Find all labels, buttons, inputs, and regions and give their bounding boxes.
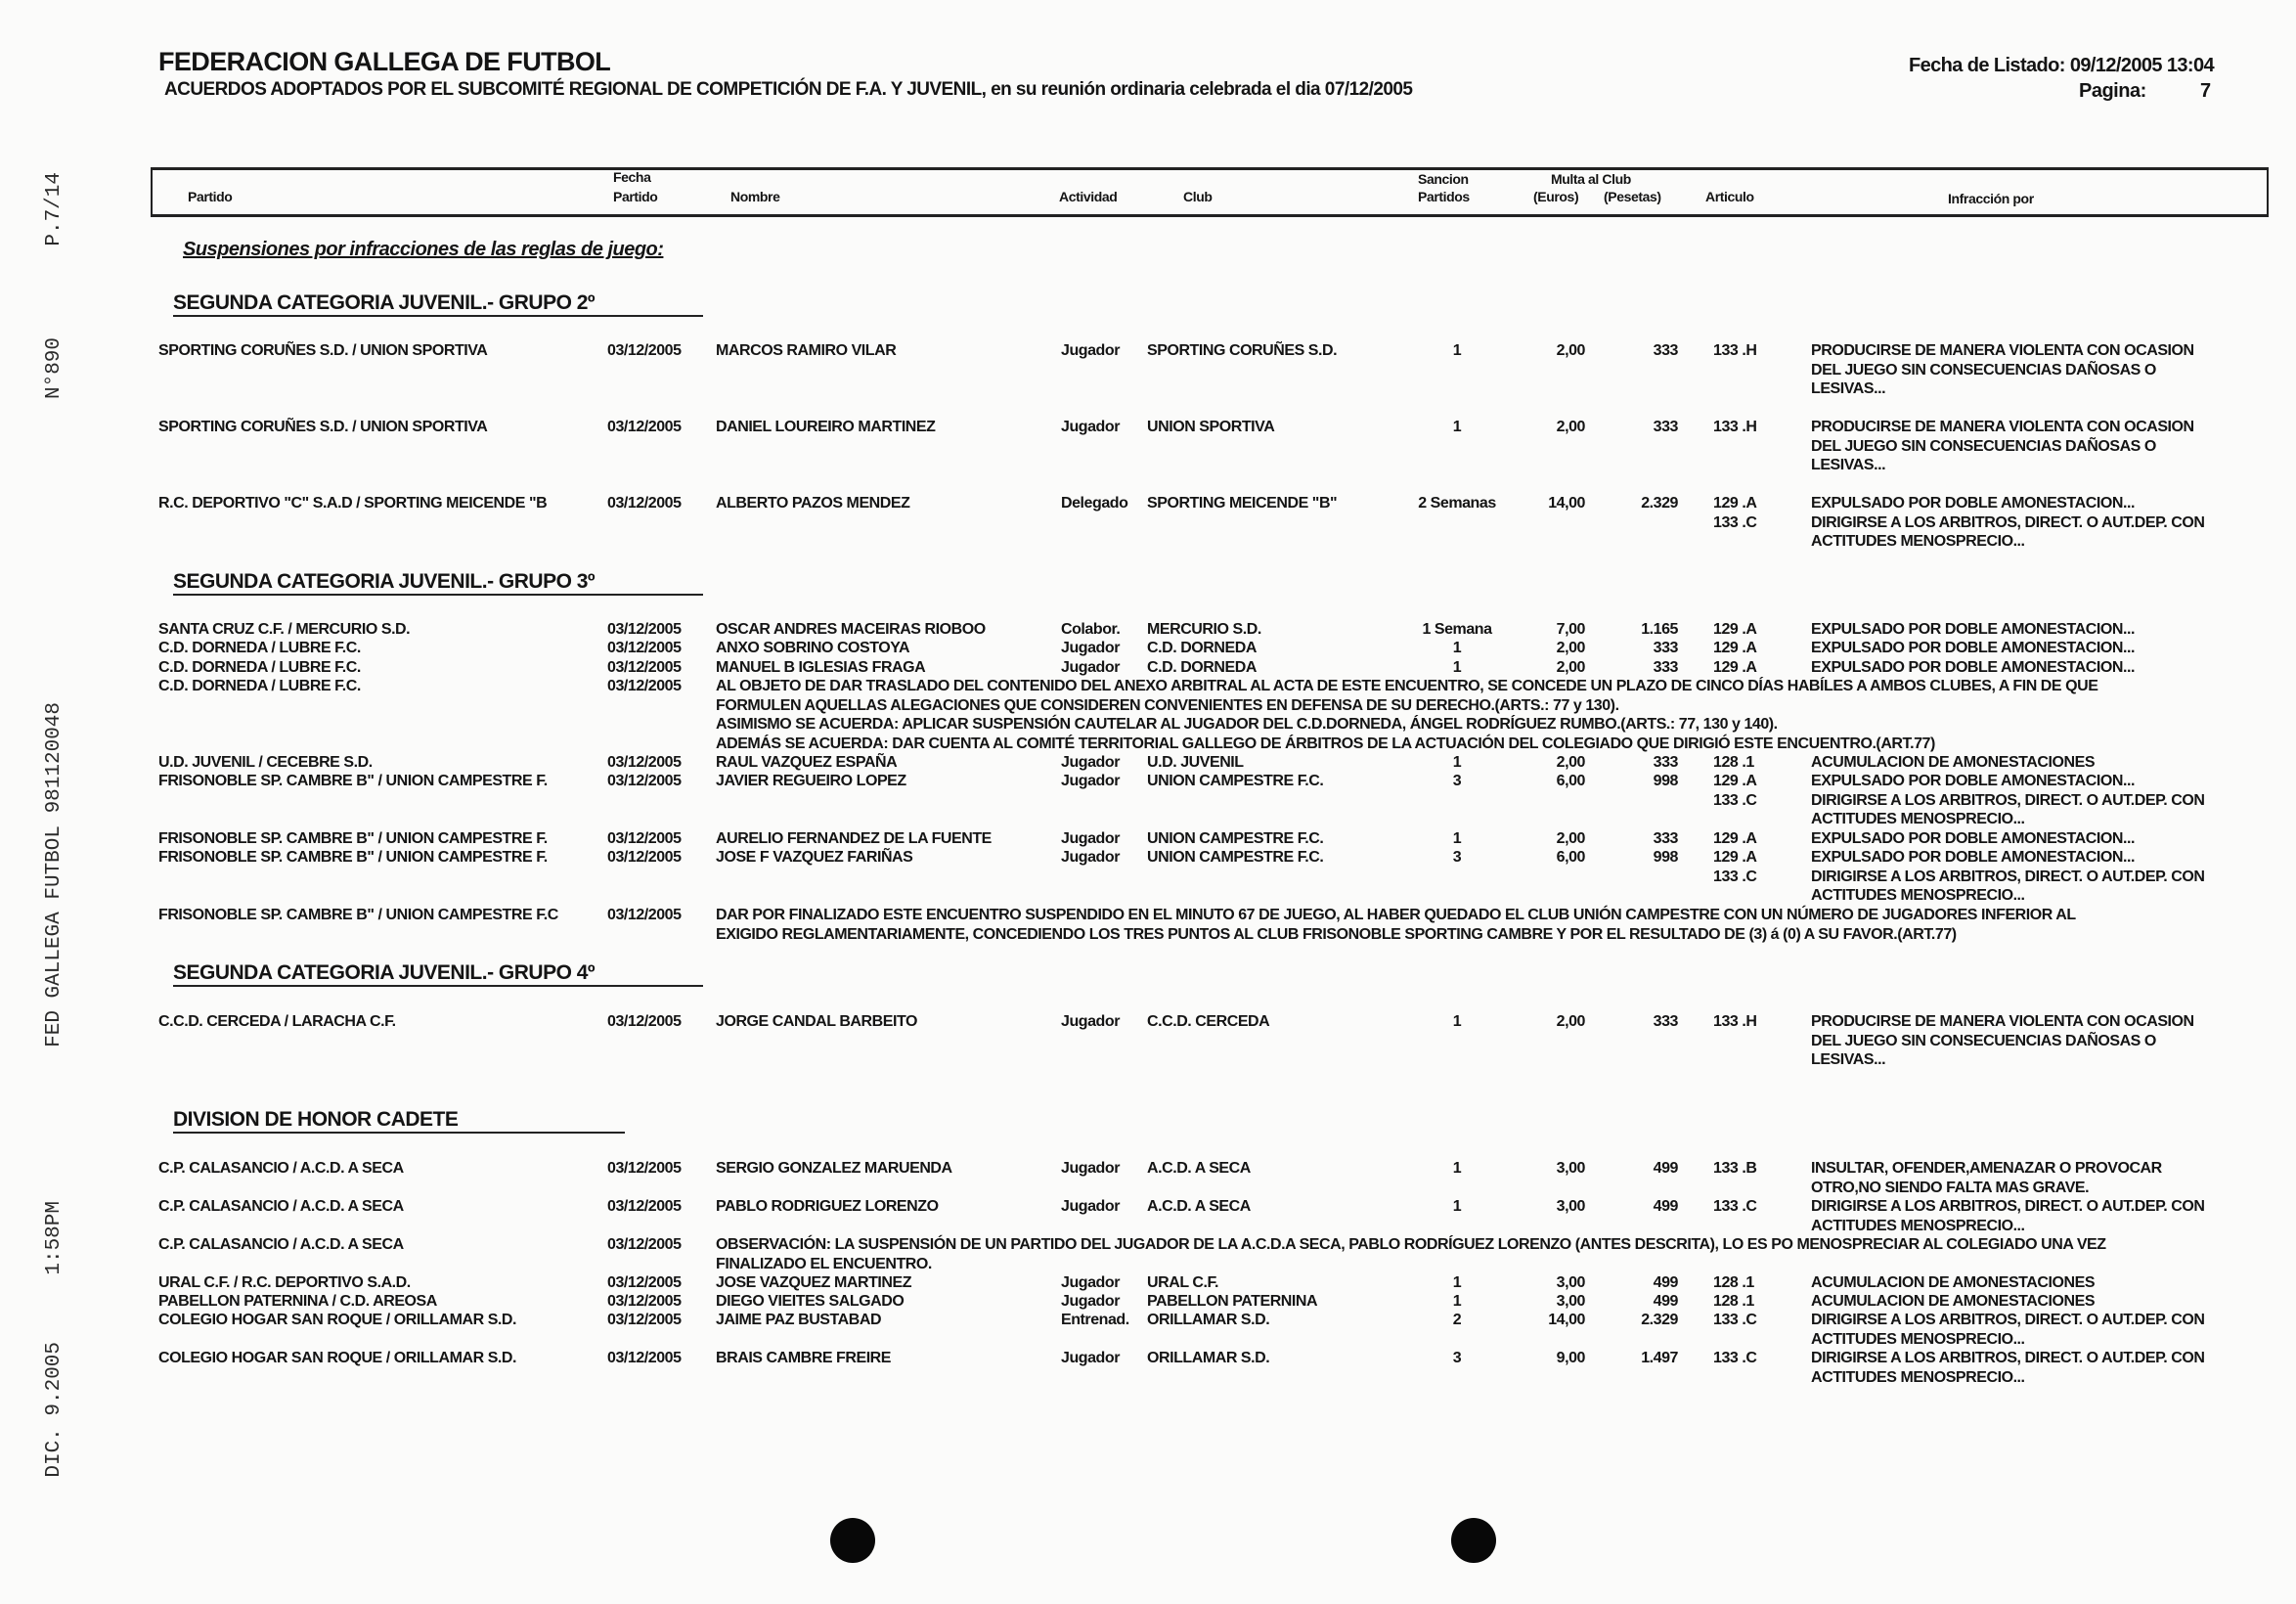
cell-euros: 3,00 <box>1556 1274 1585 1291</box>
group-title: SEGUNDA CATEGORIA JUVENIL.- GRUPO 3º <box>173 570 596 593</box>
cell-articulo-line: 128 .1 <box>1713 1293 1754 1310</box>
cell-pesetas: 499 <box>1653 1274 1678 1291</box>
cell-pesetas: 2.329 <box>1641 1312 1678 1328</box>
cell-nombre: JORGE CANDAL BARBEITO <box>716 1013 917 1030</box>
cell-actividad: Jugador <box>1061 419 1120 435</box>
cell-note-line: ASIMISMO SE ACUERDA: APLICAR SUSPENSIÓN CAUTELAR AL JUGADOR DEL C.D.DORNEDA, ÁNGEL RODRÍGUEZ RUMBO.(ARTS.: 77, 130 y 140). <box>716 716 1778 733</box>
cell-sancion: 1 <box>1452 1198 1462 1215</box>
cell-partido: C.P. CALASANCIO / A.C.D. A SECA <box>158 1198 404 1215</box>
cell-pesetas: 2.329 <box>1641 495 1678 512</box>
cell-pesetas: 1.497 <box>1641 1350 1678 1366</box>
cell-euros: 14,00 <box>1548 495 1585 512</box>
col-fecha-line2: Partido <box>613 189 658 204</box>
cell-actividad: Jugador <box>1061 1160 1120 1177</box>
cell-nombre: SERGIO GONZALEZ MARUENDA <box>716 1160 952 1177</box>
fax-date: DIC. 9.2005 <box>43 1342 66 1478</box>
cell-infraccion-line: DEL JUEGO SIN CONSECUENCIAS DAÑOSAS O <box>1811 361 2156 379</box>
cell-articulo-line: 133 .C <box>1713 868 1757 885</box>
cell-nombre: MARCOS RAMIRO VILAR <box>716 342 897 359</box>
cell-actividad: Jugador <box>1061 1350 1120 1366</box>
cell-euros: 9,00 <box>1556 1350 1585 1366</box>
cell-nombre: JOSE VAZQUEZ MARTINEZ <box>716 1274 912 1291</box>
listing-date <box>1909 55 2214 77</box>
cell-pesetas: 1.165 <box>1641 621 1678 638</box>
page-label: Pagina: <box>2079 80 2146 102</box>
cell-actividad: Jugador <box>1061 773 1120 789</box>
section-heading: Suspensiones por infracciones de las reglas de juego: <box>183 239 664 260</box>
cell-infraccion-line: EXPULSADO POR DOBLE AMONESTACION... <box>1811 621 2135 638</box>
col-pesetas: (Pesetas) <box>1604 189 1661 204</box>
cell-club: PABELLON PATERNINA <box>1147 1293 1318 1310</box>
cell-note-line: AL OBJETO DE DAR TRASLADO DEL CONTENIDO DEL ANEXO ARBITRAL AL ACTA DE ESTE ENCUENTRO, SE CONCEDE UN PLAZO DE CINCO DÍAS HABÍLES A AMBOS CLUBES, A FIN DE QUE <box>716 678 2098 694</box>
cell-infraccion-line: ACTITUDES MENOSPRECIO... <box>1811 1368 2025 1386</box>
cell-euros: 2,00 <box>1556 342 1585 359</box>
cell-club: UNION CAMPESTRE F.C. <box>1147 849 1324 866</box>
cell-fecha: 03/12/2005 <box>607 1160 682 1177</box>
cell-fecha: 03/12/2005 <box>607 773 682 789</box>
group-title-underline <box>173 985 703 987</box>
cell-infraccion-line: LESIVAS... <box>1811 380 1886 397</box>
cell-actividad: Jugador <box>1061 1198 1120 1215</box>
cell-nombre: ANXO SOBRINO COSTOYA <box>716 640 910 656</box>
cell-note-line: EXIGIDO REGLAMENTARIAMENTE, CONCEDIENDO LOS TRES PUNTOS AL CLUB FRISONOBLE SPORTING CAMBRE Y POR EL RESULTADO DE (3) á (0) A SU FAVOR.(ART.77) <box>716 925 1957 943</box>
cell-fecha: 03/12/2005 <box>607 659 682 676</box>
cell-fecha: 03/12/2005 <box>607 678 682 694</box>
cell-club: A.C.D. A SECA <box>1147 1160 1251 1177</box>
col-club: Club <box>1183 189 1213 204</box>
cell-sancion: 1 <box>1452 1293 1462 1310</box>
cell-club: UNION SPORTIVA <box>1147 419 1275 435</box>
cell-club: U.D. JUVENIL <box>1147 754 1244 771</box>
cell-pesetas: 998 <box>1653 773 1678 789</box>
col-actividad: Actividad <box>1059 189 1118 204</box>
cell-note-line: FORMULEN AQUELLAS ALEGACIONES QUE CONSIDEREN CONVENIENTES EN DEFENSA DE SU DERECHO.(ARTS.: 77 y 130). <box>716 696 1619 714</box>
cell-infraccion-line: DIRIGIRSE A LOS ARBITROS, DIRECT. O AUT.DEP. CON <box>1811 1312 2205 1328</box>
cell-note-line: ADEMÁS SE ACUERDA: DAR CUENTA AL COMITÉ TERRITORIAL GALLEGO DE ÁRBITROS DE LA ACTUACIÓN DEL COLEGIADO QUE DIRIGIÓ ESTE ENCUENTRO.(ART.77) <box>716 735 1935 752</box>
cell-club: SPORTING MEICENDE "B" <box>1147 495 1338 512</box>
cell-pesetas: 333 <box>1653 640 1678 656</box>
cell-actividad: Jugador <box>1061 342 1120 359</box>
cell-infraccion-line: INSULTAR, OFENDER,AMENAZAR O PROVOCAR <box>1811 1160 2162 1177</box>
cell-nombre: JOSE F VAZQUEZ FARIÑAS <box>716 849 913 866</box>
cell-nombre: RAUL VAZQUEZ ESPAÑA <box>716 754 898 771</box>
group-title: DIVISION DE HONOR CADETE <box>173 1108 459 1131</box>
cell-euros: 14,00 <box>1548 1312 1585 1328</box>
cell-euros: 2,00 <box>1556 419 1585 435</box>
cell-articulo-line: 133 .C <box>1713 1350 1757 1366</box>
group-title-underline <box>173 1132 625 1134</box>
fax-page: P.7/14 <box>43 172 66 246</box>
punch-hole-mark <box>1451 1518 1496 1563</box>
group-title-underline <box>173 594 703 596</box>
cell-sancion: 3 <box>1452 773 1462 789</box>
cell-infraccion-line: DIRIGIRSE A LOS ARBITROS, DIRECT. O AUT.DEP. CON <box>1811 868 2205 885</box>
col-nombre: Nombre <box>730 189 780 204</box>
cell-articulo-line: 129 .A <box>1713 849 1757 866</box>
cell-fecha: 03/12/2005 <box>607 1293 682 1310</box>
cell-sancion: 1 <box>1452 830 1462 847</box>
cell-infraccion-line: ACUMULACION DE AMONESTACIONES <box>1811 1293 2096 1310</box>
cell-pesetas: 499 <box>1653 1198 1678 1215</box>
cell-fecha: 03/12/2005 <box>607 1274 682 1291</box>
cell-club: C.D. DORNEDA <box>1147 640 1257 656</box>
col-articulo: Articulo <box>1705 189 1754 204</box>
cell-club: ORILLAMAR S.D. <box>1147 1312 1270 1328</box>
cell-infraccion-line: PRODUCIRSE DE MANERA VIOLENTA CON OCASION <box>1811 1013 2194 1030</box>
cell-infraccion-line: DEL JUEGO SIN CONSECUENCIAS DAÑOSAS O <box>1811 1032 2156 1049</box>
cell-infraccion-line: EXPULSADO POR DOBLE AMONESTACION... <box>1811 830 2135 847</box>
cell-infraccion-line: EXPULSADO POR DOBLE AMONESTACION... <box>1811 495 2135 512</box>
cell-sancion: 1 <box>1452 1013 1462 1030</box>
cell-sancion: 1 <box>1452 640 1462 656</box>
cell-fecha: 03/12/2005 <box>607 1198 682 1215</box>
cell-articulo-line: 133 .C <box>1713 1198 1757 1215</box>
cell-articulo-line: 129 .A <box>1713 621 1757 638</box>
cell-club: MERCURIO S.D. <box>1147 621 1261 638</box>
cell-partido: URAL C.F. / R.C. DEPORTIVO S.A.D. <box>158 1274 411 1291</box>
cell-nombre: JAIME PAZ BUSTABAD <box>716 1312 882 1328</box>
cell-club: A.C.D. A SECA <box>1147 1198 1251 1215</box>
cell-infraccion-line: ACTITUDES MENOSPRECIO... <box>1811 1217 2025 1234</box>
cell-articulo-line: 133 .C <box>1713 791 1757 809</box>
cell-infraccion-line: DEL JUEGO SIN CONSECUENCIAS DAÑOSAS O <box>1811 437 2156 455</box>
page-number: 7 <box>2200 80 2212 102</box>
cell-infraccion-line: DIRIGIRSE A LOS ARBITROS, DIRECT. O AUT.DEP. CON <box>1811 1198 2205 1215</box>
cell-pesetas: 333 <box>1653 659 1678 676</box>
cell-pesetas: 499 <box>1653 1293 1678 1310</box>
cell-articulo-line: 129 .A <box>1713 773 1757 789</box>
cell-fecha: 03/12/2005 <box>607 342 682 359</box>
cell-articulo-line: 133 .B <box>1713 1160 1757 1177</box>
cell-nombre: DANIEL LOUREIRO MARTINEZ <box>716 419 936 435</box>
group-title-underline <box>173 315 703 317</box>
cell-note-line: OBSERVACIÓN: LA SUSPENSIÓN DE UN PARTIDO DEL JUGADOR DE LA A.C.D.A SECA, PABLO RODRÍGUEZ LORENZO (ANTES DESCRITA), LO ES PO MENOSPRECIAR AL COLEGIADO UNA VEZ <box>716 1236 2106 1253</box>
listing-date-label: Fecha de Listado: <box>1909 55 2065 76</box>
group-title: SEGUNDA CATEGORIA JUVENIL.- GRUPO 2º <box>173 291 596 314</box>
cell-partido: C.D. DORNEDA / LUBRE F.C. <box>158 659 361 676</box>
cell-euros: 7,00 <box>1556 621 1585 638</box>
cell-fecha: 03/12/2005 <box>607 849 682 866</box>
cell-sancion: 1 <box>1452 754 1462 771</box>
cell-infraccion-line: EXPULSADO POR DOBLE AMONESTACION... <box>1811 849 2135 866</box>
cell-sancion: 1 Semana <box>1422 621 1492 638</box>
cell-fecha: 03/12/2005 <box>607 495 682 512</box>
cell-articulo-line: 129 .A <box>1713 659 1757 676</box>
cell-partido: FRISONOBLE SP. CAMBRE B" / UNION CAMPESTRE F. <box>158 830 548 847</box>
cell-pesetas: 333 <box>1653 342 1678 359</box>
cell-euros: 6,00 <box>1556 773 1585 789</box>
cell-euros: 2,00 <box>1556 640 1585 656</box>
cell-infraccion-line: EXPULSADO POR DOBLE AMONESTACION... <box>1811 659 2135 676</box>
cell-infraccion-line: PRODUCIRSE DE MANERA VIOLENTA CON OCASION <box>1811 419 2194 435</box>
group-title: SEGUNDA CATEGORIA JUVENIL.- GRUPO 4º <box>173 961 596 984</box>
cell-club: SPORTING CORUÑES S.D. <box>1147 342 1338 359</box>
cell-pesetas: 998 <box>1653 849 1678 866</box>
cell-euros: 2,00 <box>1556 754 1585 771</box>
fax-time: 1:58PM <box>43 1201 66 1275</box>
cell-club: URAL C.F. <box>1147 1274 1218 1291</box>
cell-articulo-line: 129 .A <box>1713 640 1757 656</box>
col-sancion-line1: Sancion <box>1418 171 1469 187</box>
cell-sancion: 1 <box>1452 342 1462 359</box>
cell-infraccion-line: ACTITUDES MENOSPRECIO... <box>1811 887 2025 904</box>
cell-sancion: 2 Semanas <box>1418 495 1496 512</box>
cell-sancion: 1 <box>1452 1160 1462 1177</box>
cell-pesetas: 333 <box>1653 419 1678 435</box>
cell-euros: 2,00 <box>1556 659 1585 676</box>
cell-actividad: Colabor. <box>1061 621 1121 638</box>
cell-actividad: Jugador <box>1061 849 1120 866</box>
cell-club: UNION CAMPESTRE F.C. <box>1147 830 1324 847</box>
cell-sancion: 1 <box>1452 659 1462 676</box>
cell-infraccion-line: EXPULSADO POR DOBLE AMONESTACION... <box>1811 773 2135 789</box>
cell-articulo-line: 133 .C <box>1713 1312 1757 1328</box>
cell-infraccion-line: OTRO,NO SIENDO FALTA MAS GRAVE. <box>1811 1179 2090 1196</box>
cell-euros: 2,00 <box>1556 830 1585 847</box>
cell-pesetas: 333 <box>1653 754 1678 771</box>
col-infraccion: Infracción por <box>1948 191 2034 206</box>
cell-actividad: Jugador <box>1061 1274 1120 1291</box>
cell-fecha: 03/12/2005 <box>607 1013 682 1030</box>
cell-fecha: 03/12/2005 <box>607 621 682 638</box>
cell-club: UNION CAMPESTRE F.C. <box>1147 773 1324 789</box>
cell-infraccion-line: EXPULSADO POR DOBLE AMONESTACION... <box>1811 640 2135 656</box>
cell-actividad: Jugador <box>1061 1013 1120 1030</box>
cell-partido: C.P. CALASANCIO / A.C.D. A SECA <box>158 1160 404 1177</box>
cell-articulo-line: 133 .C <box>1713 513 1757 531</box>
cell-fecha: 03/12/2005 <box>607 1312 682 1328</box>
cell-euros: 3,00 <box>1556 1293 1585 1310</box>
cell-nombre: BRAIS CAMBRE FREIRE <box>716 1350 892 1366</box>
cell-partido: PABELLON PATERNINA / C.D. AREOSA <box>158 1293 437 1310</box>
cell-articulo-line: 128 .1 <box>1713 754 1754 771</box>
cell-nombre: AURELIO FERNANDEZ DE LA FUENTE <box>716 830 992 847</box>
cell-infraccion-line: DIRIGIRSE A LOS ARBITROS, DIRECT. O AUT.DEP. CON <box>1811 513 2205 531</box>
cell-infraccion-line: ACTITUDES MENOSPRECIO... <box>1811 811 2025 827</box>
cell-articulo-line: 129 .A <box>1713 495 1757 512</box>
cell-euros: 2,00 <box>1556 1013 1585 1030</box>
cell-actividad: Jugador <box>1061 640 1120 656</box>
cell-actividad: Entrenad. <box>1061 1312 1129 1328</box>
col-sancion-line2: Partidos <box>1418 189 1470 204</box>
cell-fecha: 03/12/2005 <box>607 640 682 656</box>
cell-infraccion-line: ACTITUDES MENOSPRECIO... <box>1811 1330 2025 1348</box>
cell-partido: C.P. CALASANCIO / A.C.D. A SECA <box>158 1236 404 1253</box>
cell-club: ORILLAMAR S.D. <box>1147 1350 1270 1366</box>
cell-euros: 3,00 <box>1556 1198 1585 1215</box>
cell-fecha: 03/12/2005 <box>607 830 682 847</box>
cell-club: C.D. DORNEDA <box>1147 659 1257 676</box>
document-subtitle: ACUERDOS ADOPTADOS POR EL SUBCOMITÉ REGIONAL DE COMPETICIÓN DE F.A. Y JUVENIL, en su reunión ordinaria celebrada el dia 07/12/2005 <box>164 79 1413 100</box>
cell-nombre: PABLO RODRIGUEZ LORENZO <box>716 1198 939 1215</box>
fax-number: N°890 <box>43 337 66 400</box>
cell-partido: U.D. JUVENIL / CECEBRE S.D. <box>158 754 373 771</box>
cell-infraccion-line: ACUMULACION DE AMONESTACIONES <box>1811 1274 2096 1291</box>
cell-club: C.C.D. CERCEDA <box>1147 1013 1270 1030</box>
cell-actividad: Jugador <box>1061 1293 1120 1310</box>
cell-sancion: 1 <box>1452 419 1462 435</box>
cell-sancion: 3 <box>1452 849 1462 866</box>
cell-infraccion-line: DIRIGIRSE A LOS ARBITROS, DIRECT. O AUT.DEP. CON <box>1811 791 2205 809</box>
cell-nombre: ALBERTO PAZOS MENDEZ <box>716 495 910 512</box>
cell-note-line: DAR POR FINALIZADO ESTE ENCUENTRO SUSPENDIDO EN EL MINUTO 67 DE JUEGO, AL HABER QUEDADO EL CLUB UNIÓN CAMPESTRE CON UN NÚMERO DE JUGADORES INFERIOR AL <box>716 907 2076 923</box>
cell-articulo-line: 129 .A <box>1713 830 1757 847</box>
cell-partido: SPORTING CORUÑES S.D. / UNION SPORTIVA <box>158 419 488 435</box>
cell-note-line: FINALIZADO EL ENCUENTRO. <box>716 1255 932 1272</box>
cell-partido: FRISONOBLE SP. CAMBRE B" / UNION CAMPESTRE F.C <box>158 907 558 923</box>
cell-actividad: Delegado <box>1061 495 1128 512</box>
cell-infraccion-line: ACTITUDES MENOSPRECIO... <box>1811 533 2025 550</box>
cell-partido: COLEGIO HOGAR SAN ROQUE / ORILLAMAR S.D. <box>158 1350 517 1366</box>
cell-actividad: Jugador <box>1061 830 1120 847</box>
cell-sancion: 2 <box>1452 1312 1462 1328</box>
cell-articulo-line: 128 .1 <box>1713 1274 1754 1291</box>
cell-pesetas: 333 <box>1653 1013 1678 1030</box>
cell-fecha: 03/12/2005 <box>607 1350 682 1366</box>
cell-partido: SANTA CRUZ C.F. / MERCURIO S.D. <box>158 621 411 638</box>
col-partido: Partido <box>188 189 233 204</box>
cell-infraccion-line: LESIVAS... <box>1811 1051 1886 1068</box>
cell-partido: C.D. DORNEDA / LUBRE F.C. <box>158 678 361 694</box>
cell-articulo-line: 133 .H <box>1713 419 1757 435</box>
cell-partido: R.C. DEPORTIVO "C" S.A.D / SPORTING MEICENDE "B <box>158 495 548 512</box>
cell-nombre: DIEGO VIEITES SALGADO <box>716 1293 905 1310</box>
col-euros: (Euros) <box>1533 189 1579 204</box>
cell-euros: 6,00 <box>1556 849 1585 866</box>
punch-hole-mark <box>830 1518 875 1563</box>
cell-fecha: 03/12/2005 <box>607 419 682 435</box>
cell-infraccion-line: ACUMULACION DE AMONESTACIONES <box>1811 754 2096 771</box>
cell-nombre: OSCAR ANDRES MACEIRAS RIOBOO <box>716 621 986 638</box>
col-multa: Multa al Club <box>1551 171 1631 187</box>
cell-actividad: Jugador <box>1061 659 1120 676</box>
listing-date-value: 09/12/2005 13:04 <box>2069 55 2215 76</box>
cell-fecha: 03/12/2005 <box>607 754 682 771</box>
cell-actividad: Jugador <box>1061 754 1120 771</box>
cell-infraccion-line: DIRIGIRSE A LOS ARBITROS, DIRECT. O AUT.DEP. CON <box>1811 1350 2205 1366</box>
cell-pesetas: 499 <box>1653 1160 1678 1177</box>
cell-euros: 3,00 <box>1556 1160 1585 1177</box>
cell-partido: SPORTING CORUÑES S.D. / UNION SPORTIVA <box>158 342 488 359</box>
cell-partido: C.D. DORNEDA / LUBRE F.C. <box>158 640 361 656</box>
cell-fecha: 03/12/2005 <box>607 1236 682 1253</box>
cell-partido: C.C.D. CERCEDA / LARACHA C.F. <box>158 1013 396 1030</box>
cell-infraccion-line: PRODUCIRSE DE MANERA VIOLENTA CON OCASION <box>1811 342 2194 359</box>
fax-sender: FED GALLEGA FUTBOL 981120048 <box>43 702 66 1047</box>
cell-articulo-line: 133 .H <box>1713 342 1757 359</box>
cell-infraccion-line: LESIVAS... <box>1811 457 1886 473</box>
cell-sancion: 1 <box>1452 1274 1462 1291</box>
cell-nombre: JAVIER REGUEIRO LOPEZ <box>716 773 906 789</box>
organization-title: FEDERACION GALLEGA DE FUTBOL <box>158 47 611 76</box>
cell-articulo-line: 133 .H <box>1713 1013 1757 1030</box>
cell-partido: FRISONOBLE SP. CAMBRE B" / UNION CAMPESTRE F. <box>158 849 548 866</box>
cell-fecha: 03/12/2005 <box>607 907 682 923</box>
cell-sancion: 3 <box>1452 1350 1462 1366</box>
cell-partido: FRISONOBLE SP. CAMBRE B" / UNION CAMPESTRE F. <box>158 773 548 789</box>
col-fecha-line1: Fecha <box>613 169 651 185</box>
cell-nombre: MANUEL B IGLESIAS FRAGA <box>716 659 926 676</box>
cell-partido: COLEGIO HOGAR SAN ROQUE / ORILLAMAR S.D. <box>158 1312 517 1328</box>
cell-pesetas: 333 <box>1653 830 1678 847</box>
